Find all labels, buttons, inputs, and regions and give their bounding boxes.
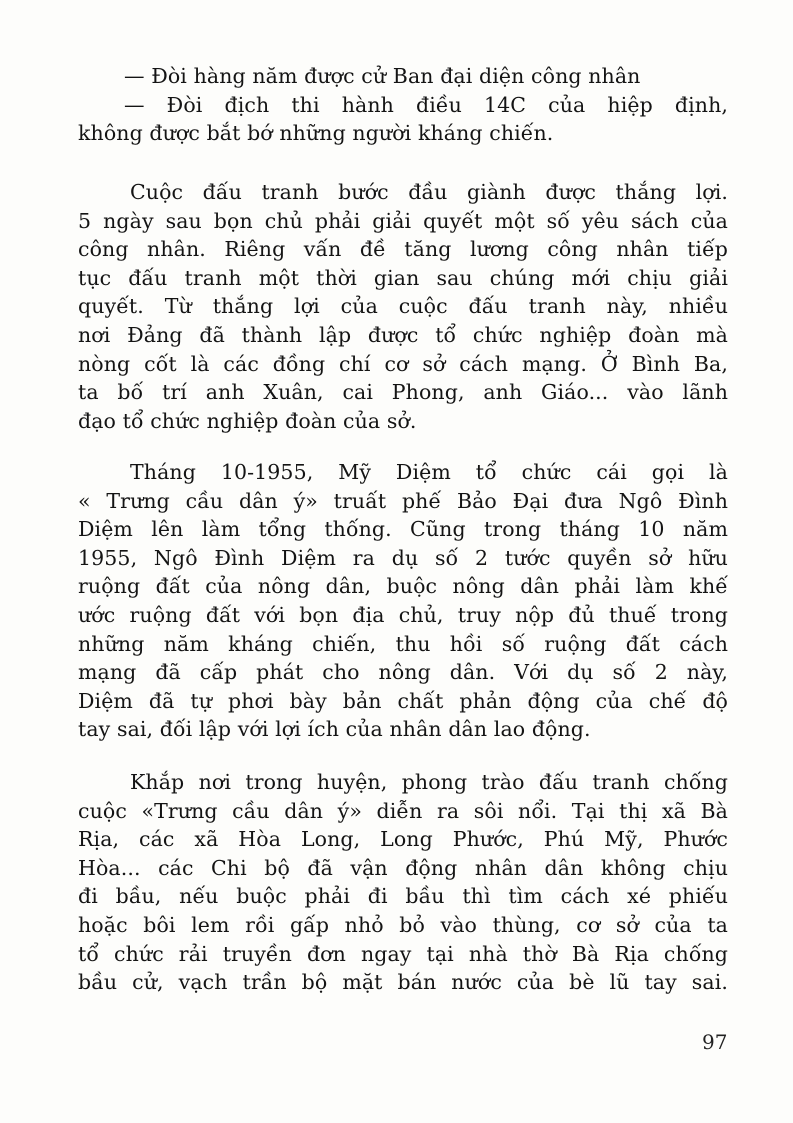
paragraph-line: Cuộc đấu tranh bước đầu giành được thắng lợi. xyxy=(130,180,728,204)
paragraph-line: Diệm đã tự phơi bày bản chất phản động của chế độ xyxy=(78,688,728,713)
paragraph-struggle-result xyxy=(78,178,728,435)
paragraph-line: 1955, Ngô Đình Diệm ra dụ số 2 tước quyền sở hữu xyxy=(78,545,728,570)
paragraph-line: quyết. Từ thắng lợi của cuộc đấu tranh này, nhiều xyxy=(78,294,728,319)
demand-line: — Đòi địch thi hành điều 14C của hiệp định, xyxy=(124,92,728,117)
paragraph-line: hoặc bôi lem rồi gấp nhỏ bỏ vào thùng, cơ sở của ta xyxy=(78,912,728,937)
paragraph-line: tục đấu tranh một thời gian sau chúng mới chịu giải xyxy=(78,265,728,290)
paragraph-line: ta bố trí anh Xuân, cai Phong, anh Giáo... vào lãnh xyxy=(78,380,728,405)
paragraph-line: Rịa, các xã Hòa Long, Long Phước, Phú Mỹ, Phước xyxy=(78,827,728,852)
paragraph-line: công nhân. Riêng vấn đề tăng lương công nhân tiếp xyxy=(78,237,728,262)
paragraph-line: Tháng 10-1955, Mỹ Diệm tổ chức cái gọi là xyxy=(130,460,728,484)
paragraph-referendum xyxy=(78,458,728,744)
paragraph-line: bầu cử, vạch trần bộ mặt bán nước của bè lũ tay sai. xyxy=(78,970,728,995)
paragraph-line: Khắp nơi trong huyện, phong trào đấu tranh chống xyxy=(130,770,728,794)
page-number: 97 xyxy=(702,1030,728,1054)
paragraph-boycott xyxy=(78,768,728,997)
demand-line: không được bắt bớ những người kháng chiến. xyxy=(78,121,554,146)
paragraph-line: cuộc «Trưng cầu dân ý» diễn ra sôi nổi. Tại thị xã Bà xyxy=(78,798,728,823)
paragraph-line: nòng cốt là các đồng chí cơ sở cách mạng. Ở Bình Ba, xyxy=(78,351,728,376)
paragraph-line: những năm kháng chiến, thu hồi số ruộng đất cách xyxy=(78,631,728,656)
paragraph-line: Hòa... các Chi bộ đã vận động nhân dân không chịu xyxy=(78,855,728,880)
paragraph-line: « Trưng cầu dân ý» truất phế Bảo Đại đưa Ngô Đình xyxy=(78,488,728,513)
demand-line: — Đòi hàng năm được cử Ban đại diện công nhân xyxy=(124,64,641,88)
paragraph-line: đạo tổ chức nghiệp đoàn của sở. xyxy=(78,408,417,433)
paragraph-line: tay sai, đối lập với lợi ích của nhân dân lao động. xyxy=(78,717,591,742)
paragraph-line: ruộng đất của nông dân, buộc nông dân phải làm khế xyxy=(78,574,728,599)
demands-list xyxy=(78,62,728,148)
paragraph-line: Diệm lên làm tổng thống. Cũng trong tháng 10 năm xyxy=(78,517,728,542)
paragraph-line: nơi Đảng đã thành lập được tổ chức nghiệp đoàn mà xyxy=(78,322,728,347)
paragraph-line: ước ruộng đất với bọn địa chủ, truy nộp đủ thuế trong xyxy=(78,602,728,627)
paragraph-line: tổ chức rải truyền đơn ngay tại nhà thờ Bà Rịa chống xyxy=(78,941,728,966)
paragraph-line: đi bầu, nếu buộc phải đi bầu thì tìm cách xé phiếu xyxy=(78,884,728,909)
paragraph-line: mạng đã cấp phát cho nông dân. Với dụ số 2 này, xyxy=(78,660,728,685)
paragraph-line: 5 ngày sau bọn chủ phải giải quyết một số yêu sách của xyxy=(78,208,728,233)
